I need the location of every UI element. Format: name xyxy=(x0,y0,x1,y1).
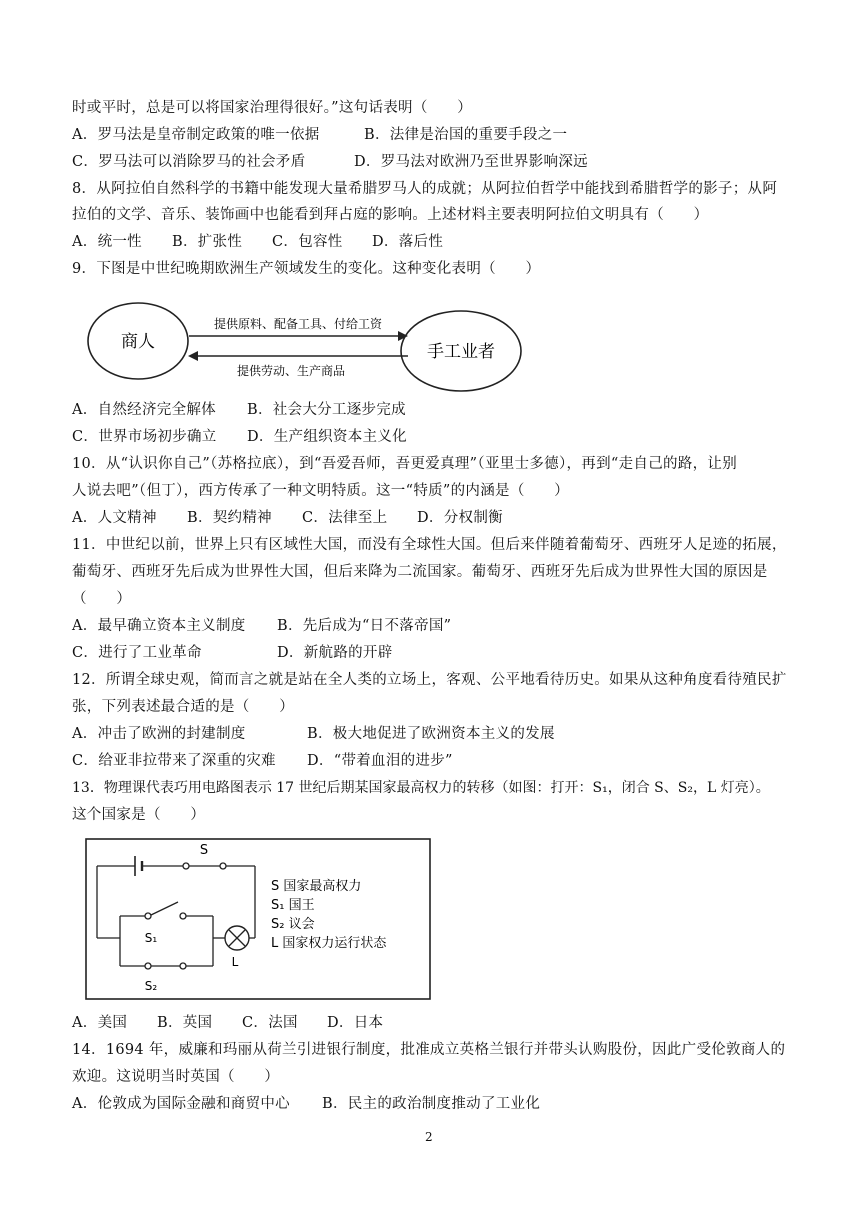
q7-option-b: B．法律是治国的重要手段之一 xyxy=(364,127,568,143)
bottom-arrow-label: 提供劳动、生产商品 xyxy=(236,364,346,378)
merchant-label: 商人 xyxy=(121,332,155,352)
legend-s1: S₁ 国王 xyxy=(271,898,315,913)
q11-stem-line1: 11．中世纪以前，世界上只有区域性大国，而没有全球性大国。但后来伴随着葡萄牙、西班牙人足迹的拓展， xyxy=(72,537,787,553)
q13-option-b: B．英国 xyxy=(157,1015,213,1031)
q12-stem-line2: 张，下列表述最合适的是（ ） xyxy=(72,699,294,715)
left-arrow-head xyxy=(188,351,198,361)
q8-option-d: D．落后性 xyxy=(372,234,444,250)
q9-option-b: B．社会大分工逐步完成 xyxy=(247,402,406,418)
q7-stem-cont: 时或平时，总是可以将国家治理得很好。”这句话表明（ ） xyxy=(72,100,473,116)
top-arrow-label: 提供原料、配备工具、付给工资 xyxy=(213,317,383,331)
switch-s1-contact-right xyxy=(180,913,186,919)
q13-stem-line2: 这个国家是（ ） xyxy=(72,807,206,823)
q8-stem-line2: 拉伯的文学、音乐、装饰画中也能看到拜占庭的影响。上述材料主要表明阿拉伯文明具有（ ） xyxy=(72,207,709,223)
legend-s: S 国家最高权力 xyxy=(271,879,362,894)
q13-option-d: D．日本 xyxy=(327,1015,384,1031)
lamp-label: L xyxy=(231,955,239,969)
q14-option-b: B．民主的政治制度推动了工业化 xyxy=(322,1096,541,1112)
q10-option-a: A．人文精神 xyxy=(72,510,157,526)
q11-option-b: B．先后成为“日不落帝国” xyxy=(277,618,452,634)
switch-s-contact-left xyxy=(183,863,189,869)
switch-s2-contact-right xyxy=(180,963,186,969)
craftsman-label: 手工业者 xyxy=(427,342,495,362)
q12-stem-line1: 12．所谓全球史观，简而言之就是站在全人类的立场上，客观、公平地看待历史。如果从这种角度看待殖民扩 xyxy=(72,672,787,688)
switch-s-label: S xyxy=(199,843,209,858)
q12-option-a: A．冲击了欧洲的封建制度 xyxy=(72,726,246,742)
q9-stem: 9．下图是中世纪晚期欧洲生产领域发生的变化。这种变化表明（ ） xyxy=(72,261,541,277)
switch-s2-label: S₂ xyxy=(144,979,158,993)
switch-s1-contact-left xyxy=(145,913,151,919)
q12-option-c: C．给亚非拉带来了深重的灾难 xyxy=(72,753,276,769)
q13-stem-line1: 13．物理课代表巧用电路图表示 17 世纪后期某国家最高权力的转移（如图：打开：S₁，闭合 S、S₂，L 灯亮）。 xyxy=(72,780,770,796)
q14-option-a: A．伦敦成为国际金融和商贸中心 xyxy=(72,1096,290,1112)
q7-option-a: A．罗马法是皇帝制定政策的唯一依据 xyxy=(72,127,320,143)
q8-option-b: B．扩张性 xyxy=(172,234,243,250)
legend-l: L 国家权力运行状态 xyxy=(271,936,387,951)
q8-stem-line1: 8．从阿拉伯自然科学的书籍中能发现大量希腊罗马人的成就；从阿拉伯哲学中能找到希腊哲学的影子；从阿 xyxy=(72,181,778,197)
q10-stem-line1: 10．从“认识你自己”（苏格拉底），到“吾爱吾师，吾更爱真理”（亚里士多德），再到“走自己的路，让别 xyxy=(72,456,738,472)
q13-option-a: A．美国 xyxy=(72,1015,128,1031)
q11-stem-line2: 葡萄牙、西班牙先后成为世界性大国，但后来降为二流国家。葡萄牙、西班牙先后成为世界性大国的原因是 xyxy=(72,564,768,580)
q13-circuit-figure xyxy=(85,838,431,1000)
q9-figure xyxy=(86,296,526,396)
q10-option-c: C．法律至上 xyxy=(302,510,388,526)
q9-option-c: C．世界市场初步确立 xyxy=(72,429,217,445)
q10-stem-line2: 人说去吧”（但丁），西方传承了一种文明特质。这一“特质”的内涵是（ ） xyxy=(72,483,570,499)
switch-s-contact-right xyxy=(220,863,226,869)
q8-option-c: C．包容性 xyxy=(272,234,343,250)
q12-option-d: D．“带着血泪的进步” xyxy=(307,753,453,769)
q12-option-b: B．极大地促进了欧洲资本主义的发展 xyxy=(307,726,555,742)
q11-option-c: C．进行了工业革命 xyxy=(72,645,202,661)
q14-stem-line2: 欢迎。这说明当时英国（ ） xyxy=(72,1069,280,1085)
q11-option-d: D．新航路的开辟 xyxy=(277,645,393,661)
q8-option-a: A．统一性 xyxy=(72,234,142,250)
q9-option-d: D．生产组织资本主义化 xyxy=(247,429,407,445)
figure-frame xyxy=(86,839,430,999)
switch-s1-blade-open xyxy=(151,902,178,915)
page-number: 2 xyxy=(425,1130,433,1144)
q10-option-b: B．契约精神 xyxy=(187,510,272,526)
q11-option-a: A．最早确立资本主义制度 xyxy=(72,618,246,634)
q7-option-c: C．罗马法可以消除罗马的社会矛盾 xyxy=(72,154,306,170)
q14-stem-line1: 14．1694 年，威廉和玛丽从荷兰引进银行制度，批准成立英格兰银行并带头认购股份，因此广受伦敦商人的 xyxy=(72,1042,786,1058)
q11-stem-line3: （ ） xyxy=(72,591,132,607)
q9-option-a: A．自然经济完全解体 xyxy=(72,402,216,418)
switch-s1-label: S₁ xyxy=(144,931,158,945)
legend-s2: S₂ 议会 xyxy=(271,917,315,932)
q10-option-d: D．分权制衡 xyxy=(417,510,503,526)
q13-option-c: C．法国 xyxy=(242,1015,298,1031)
switch-s2-contact-left xyxy=(145,963,151,969)
q7-option-d: D．罗马法对欧洲乃至世界影响深远 xyxy=(354,154,588,170)
